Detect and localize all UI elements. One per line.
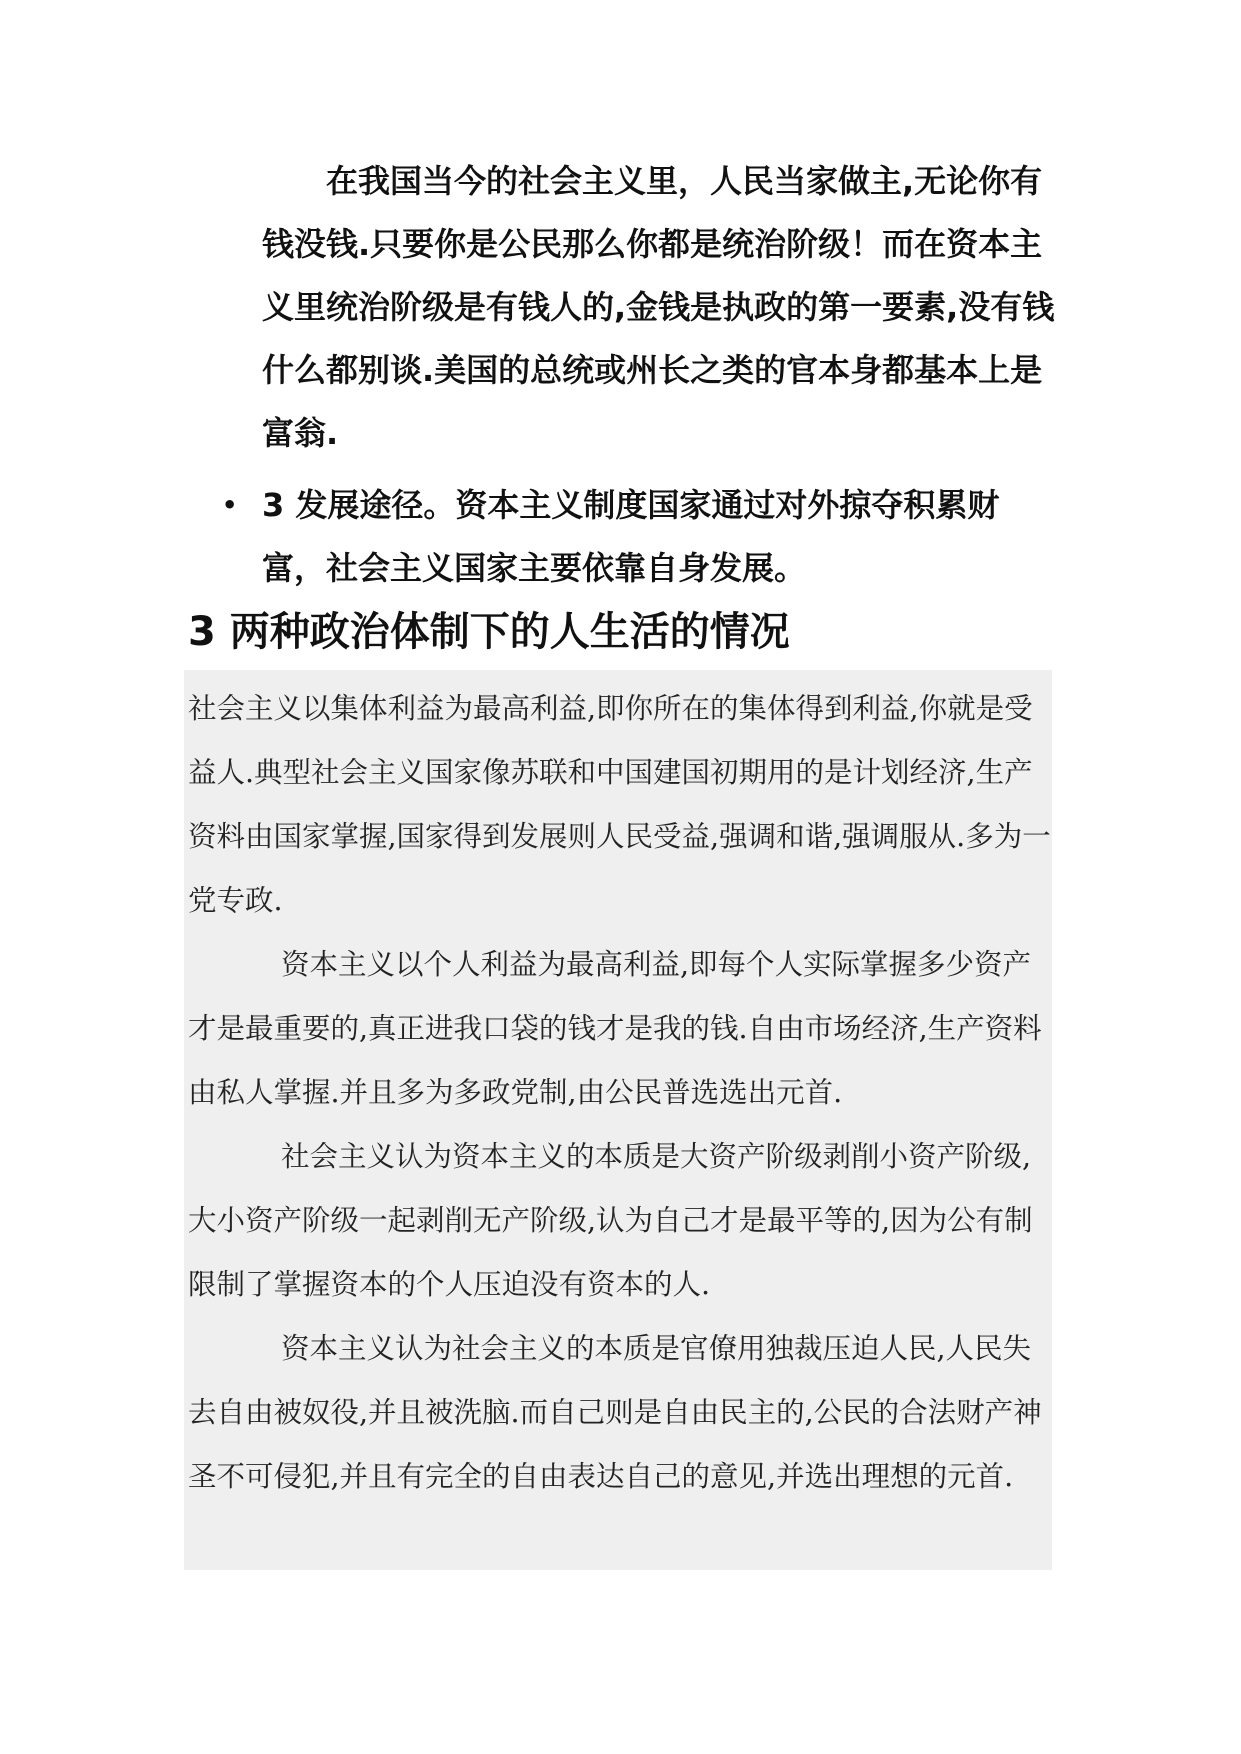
section-heading: 3 两种政治体制下的人生活的情况 bbox=[188, 609, 790, 655]
body-paragraph: 资本主义以个人利益为最高利益,即每个人实际掌握多少资产才是最重要的,真正进我口袋的钱才是我的钱.自由市场经济,生产资料由私人掌握.并且多为多政党制,由公民普选选出元首. bbox=[188, 948, 1042, 1109]
bullet-marker: • bbox=[222, 491, 238, 519]
political-system-paragraph: 在我国当今的社会主义里，人民当家做主,无论你有钱没钱.只要你是公民那么你都是统治阶级！而在资本主义里统治阶级是有钱人的,金钱是执政的第一要素,没有钱什么都别谈.美国的总统或州长之类的官本身都基本上是富翁. bbox=[262, 162, 1055, 452]
body-paragraph: 社会主义以集体利益为最高利益,即你所在的集体得到利益,你就是受益人.典型社会主义国家像苏联和中国建国初期用的是计划经济,生产资料由国家掌握,国家得到发展则人民受益,强调和谐,强调服从.多为一党专政. bbox=[188, 692, 1051, 917]
body-paragraph: 社会主义认为资本主义的本质是大资产阶级剥削小资产阶级,大小资产阶级一起剥削无产阶级,认为自己才是最平等的,因为公有制限制了掌握资本的个人压迫没有资本的人. bbox=[188, 1140, 1033, 1301]
bullet-list-item bbox=[222, 474, 1062, 600]
development-path-text: 3 发展途径。资本主义制度国家通过对外掠夺积累财富，社会主义国家主要依靠自身发展。 bbox=[262, 486, 1000, 587]
bold-paragraph-block bbox=[262, 150, 1062, 465]
body-paragraph: 资本主义认为社会主义的本质是官僚用独裁压迫人民,人民失去自由被奴役,并且被洗脑.而自己则是自由民主的,公民的合法财产神圣不可侵犯,并且有完全的自由表达自己的意见,并选出理想的元首. bbox=[188, 1332, 1042, 1493]
section-body bbox=[188, 677, 1052, 1509]
